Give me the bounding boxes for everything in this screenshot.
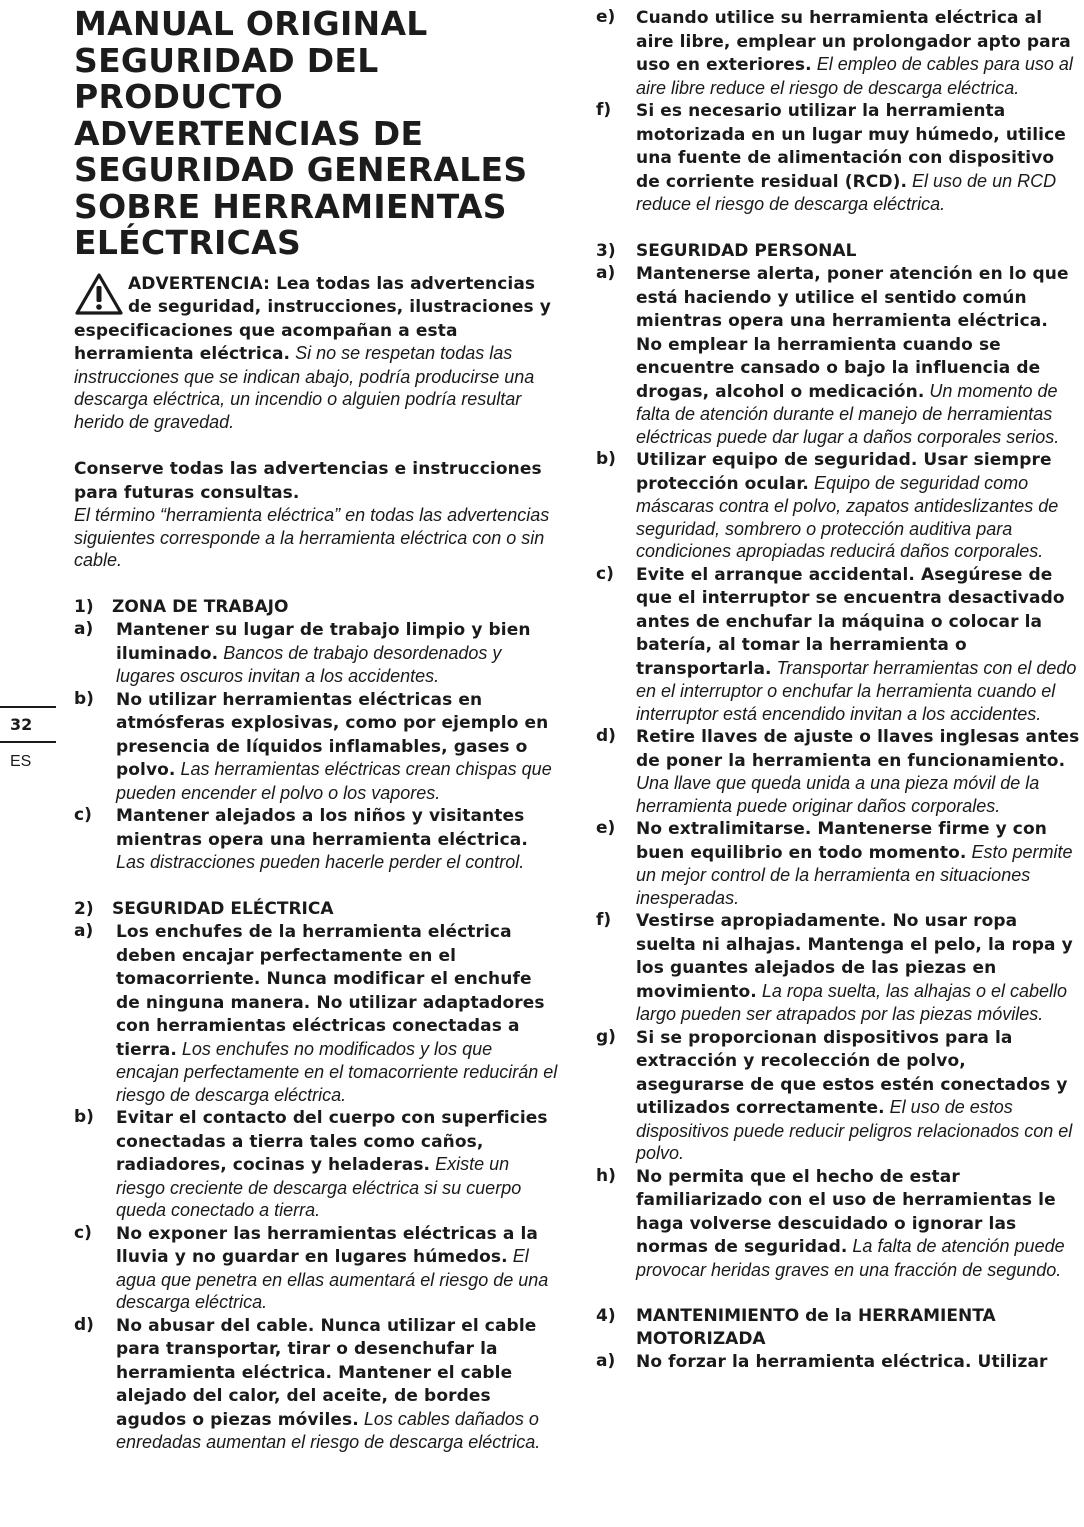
list-item: c) Evite el arranque accidental. Asegúrese de que el interruptor se encuentra desactivado antes de enchufar la máquina o colocar la batería, al tomar la herramienta o transportarla. Transportar herramientas con el dedo en el interruptor o enchufar la herramienta cuando el interruptor está encendido invitan a los accidentes. [596,563,1077,724]
page-number: 32 [0,706,56,743]
language-code: ES [10,753,32,770]
section-heading-electrical-safety: 2) SEGURIDAD ELÉCTRICA [74,898,334,919]
list-item: d) No abusar del cable. Nunca utilizar el cable para transportar, tirar o desenchufar la herramienta eléctrica. Mantener el cable alejado del calor, del aceite, de bordes agudos o piezas móviles. Los cables dañados o enredadas aumentan el riesgo de descarga eléctrica. [74,1314,541,1452]
list-item: b) Utilizar equipo de seguridad. Usar siempre protección ocular. Equipo de seguridad como máscaras contra el polvo, zapatos antideslizantes de seguridad, sombrero o protección auditiva para condiciones apropiadas reducirá daños corporales. [596,449,1059,561]
warning-triangle-icon [74,272,124,316]
warning-bold-text: ADVERTENCIA: Lea todas las advertencias de seguridad, instrucciones, ilustraciones y especificaciones que acompañan a esta herramienta eléctrica. [74,273,551,364]
left-column [74,6,560,1454]
list-item: b) Evitar el contacto del cuerpo con superficies conectadas a tierra tales como caños, radiadores, cocinas y heladeras. Existe un riesgo creciente de descarga eléctrica si su cuerpo queda conectado a tierra. [74,1107,548,1220]
page-tab [0,706,56,771]
list-item: c) Mantener alejados a los niños y visitantes mientras opera una herramienta eléctrica. Las distracciones pueden hacerle perder el control. [74,805,528,872]
warning-italic-text: Si no se respetan todas las instrucciones que se indican abajo, podría producirse una descarga eléctrica, un incendio o alguien podría resultar herido de gravedad. [74,343,535,432]
list-item: b) No utilizar herramientas eléctricas en atmósferas explosivas, como por ejemplo en presencia de líquidos inflamables, gases o polvo. Las herramientas eléctricas crean chispas que pueden encender el polvo o los vapores. [74,688,552,803]
keep-instructions-paragraph: Conserve todas las advertencias e instrucciones para futuras consultas. El término “herramienta eléctrica” en todas las advertencias siguientes corresponde a la herramienta eléctrica con o sin cable. [74,459,550,570]
list-item: a) Los enchufes de la herramienta eléctrica deben encajar perfectamente en el tomacorriente. Nunca modificar el enchufe de ninguna manera. No utilizar adaptadores con herramientas eléctricas conectadas a tierra. Los enchufes no modificados y los que encajan perfectamente en el tomacorriente reducirán el riesgo de descarga eléctrica. [74,921,558,1105]
list-item: f) Vestirse apropiadamente. No usar ropa suelta ni alhajas. Mantenga el pelo, la ropa y los guantes alejados de las piezas en movimiento. La ropa suelta, las alhajas o el cabello largo pueden ser atrapados por las piezas móviles. [596,910,1073,1024]
list-item: d) Retire llaves de ajuste o llaves inglesas antes de poner la herramienta en funcionamiento. Una llave que queda unida a una pieza móvil de la herramienta puede originar daños corporales. [596,726,1080,816]
list-item: a) Mantenerse alerta, poner atención en lo que está haciendo y utilice el sentido común mientras opera una herramienta eléctrica. No emplear la herramienta cuando se encuentre cansado o bajo la influencia de drogas, alcohol o medicación. Un momento de falta de atención durante el manejo de herramientas eléctricas puede dar lugar a daños corporales serios. [596,263,1069,447]
list-item: a) No forzar la herramienta eléctrica. Utilizar [596,1351,1048,1372]
list-item: f) Si es necesario utilizar la herramienta motorizada en un lugar muy húmedo, utilice una fuente de alimentación con dispositivo de corriente residual (RCD). El uso de un RCD reduce el riesgo de descarga eléctrica. [596,100,1066,214]
page-title: MANUAL ORIGINAL SEGURIDAD DEL PRODUCTO ADVERTENCIAS DE SEGURIDAD GENERALES SOBRE HERRAMIENTAS ELÉCTRICAS [74,4,528,262]
list-item: c) No exponer las herramientas eléctricas a la lluvia y no guardar en lugares húmedos. El agua que penetra en ellas aumentará el riesgo de una descarga eléctrica. [74,1222,549,1312]
list-item: e) No extralimitarse. Mantenerse firme y con buen equilibrio en todo momento. Esto permite un mejor control de la herramienta en situaciones inesperadas. [596,818,1073,908]
list-item: a) Mantener su lugar de trabajo limpio y bien iluminado. Bancos de trabajo desordenados y lugares oscuros invitan a los accidentes. [74,619,531,686]
right-column [596,6,1080,1374]
warning-paragraph [74,272,560,434]
list-item: g) Si se proporcionan dispositivos para la extracción y recolección de polvo, asegurarse de que estos estén conectados y utilizados correctamente. El uso de estos dispositivos puede reducir peligros relacionados con el polvo. [596,1026,1073,1163]
list-item: h) No permita que el hecho de estar familiarizado con el uso de herramientas le haga volverse descuidado o ignorar las normas de seguridad. La falta de atención puede provocar heridas graves en una fracción de segundo. [596,1165,1065,1280]
section-heading-personal-safety: 3) SEGURIDAD PERSONAL [596,240,857,261]
section-heading-work-area: 1) ZONA DE TRABAJO [74,596,289,617]
list-item: e) Cuando utilice su herramienta eléctrica al aire libre, emplear un prolongador apto para uso en exteriores. El empleo de cables para uso al aire libre reduce el riesgo de descarga eléctrica. [596,7,1073,98]
section-heading-maintenance: 4) MANTENIMIENTO de la HERRAMIENTA MOTORIZADA [596,1306,996,1349]
